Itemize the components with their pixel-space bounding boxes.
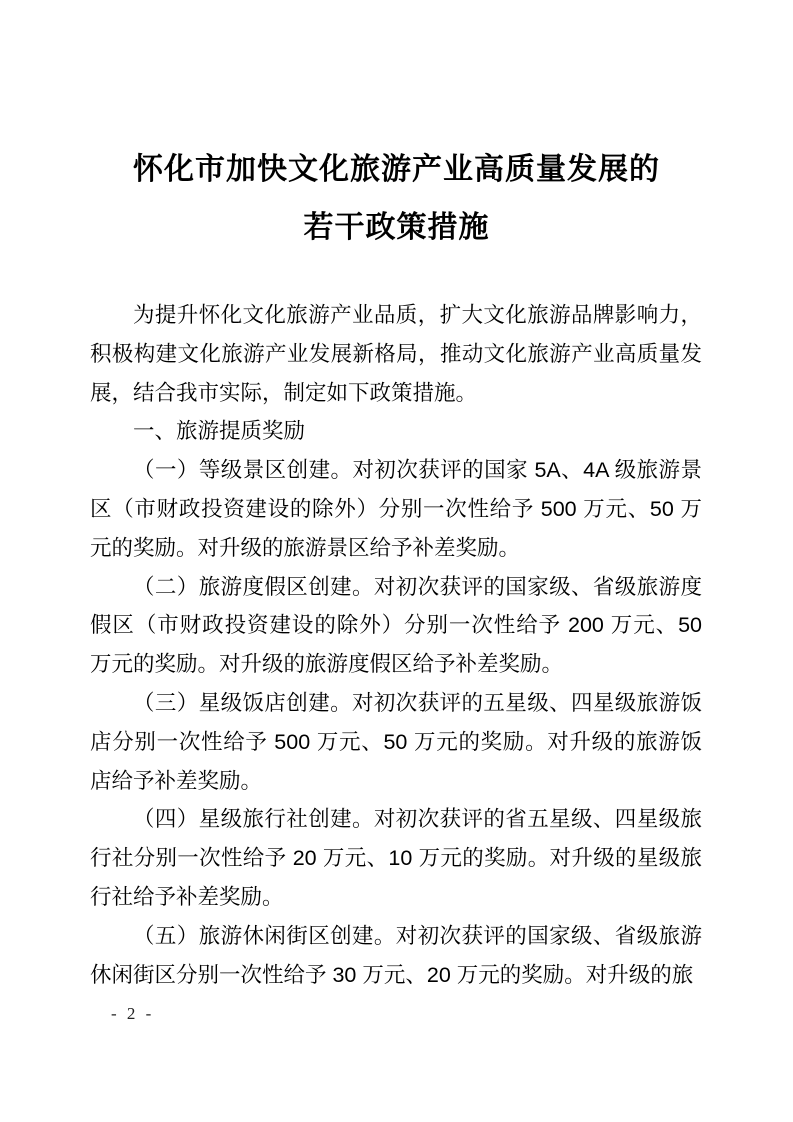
page-number: - 2 - — [111, 1004, 155, 1023]
document-title — [0, 141, 793, 257]
document-title-line-1: 怀化市加快文化旅游产业高质量发展的 — [133, 153, 660, 186]
policy-item-1-scenic-area-creation: （一）等级景区创建。对初次获评的国家 5A、4A 级旅游景区（市财政投资建设的除外）分别一次性给予 500 万元、50 万元的奖励。对升级的旅游景区给予补差奖励。 — [90, 458, 702, 560]
intro-paragraph: 为提升怀化文化旅游产业品质，扩大文化旅游品牌影响力，积极构建文化旅游产业发展新格局，推动文化旅游产业高质量发展，结合我市实际，制定如下政策措施。 — [90, 303, 702, 405]
document-title-line-2: 若干政策措施 — [303, 211, 490, 244]
policy-item-2-resort-area-creation: （二）旅游度假区创建。对初次获评的国家级、省级旅游度假区（市财政投资建设的除外）分别一次性给予 200 万元、50 万元的奖励。对升级的旅游度假区给予补差奖励。 — [90, 574, 702, 677]
policy-item-5-leisure-block-creation: （五）旅游休闲街区创建。对初次获评的国家级、省级旅游休闲街区分别一次性给予 30 万元、20 万元的奖励。对升级的旅 — [90, 923, 702, 987]
document-body — [90, 296, 702, 994]
section-heading-tourism-upgrade-rewards: 一、旅游提质奖励 — [133, 419, 306, 444]
policy-item-4-star-travel-agency-creation: （四）星级旅行社创建。对初次获评的省五星级、四星级旅行社分别一次性给予 20 万元、10 万元的奖励。对升级的星级旅行社给予补差奖励。 — [90, 807, 702, 909]
policy-item-3-star-hotel-creation: （三）星级饭店创建。对初次获评的五星级、四星级旅游饭店分别一次性给予 500 万元、50 万元的奖励。对升级的旅游饭店给予补差奖励。 — [90, 690, 702, 793]
